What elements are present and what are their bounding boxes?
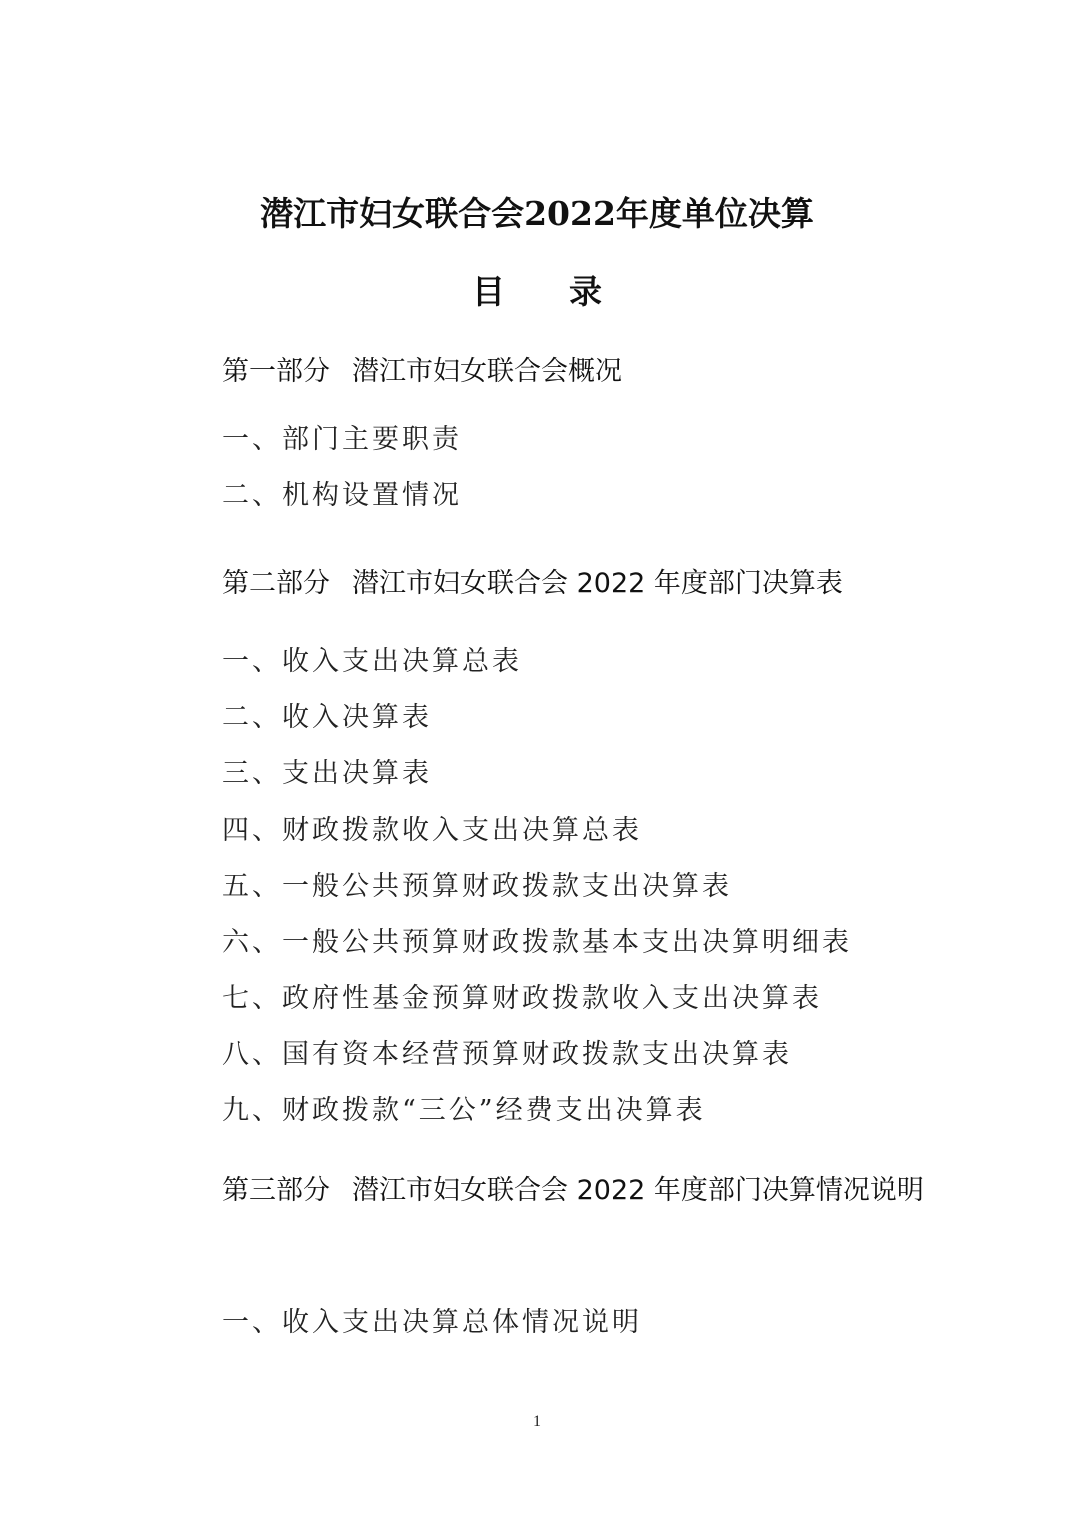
part-number: 第一部分 [222,356,330,387]
toc-item: 四、财政拨款收入支出决算总表 [222,815,642,846]
part-title: 潜江市妇女联合会 2022 年度部门决算表 [352,568,843,599]
toc-item: 二、收入决算表 [222,702,432,733]
page-number: 1 [533,1413,541,1430]
toc-item: 一、收入支出决算总表 [222,646,522,677]
toc-heading-char-1: 目 [472,272,505,311]
part-heading-2 [222,564,843,604]
part-title: 潜江市妇女联合会概况 [352,356,622,387]
toc-item: 七、政府性基金预算财政拨款收入支出决算表 [222,983,822,1014]
toc-item: 五、一般公共预算财政拨款支出决算表 [222,871,732,902]
part-number: 第三部分 [222,1175,330,1206]
part-number: 第二部分 [222,568,330,599]
toc-item: 二、机构设置情况 [222,480,462,511]
toc-item: 一、部门主要职责 [222,424,462,455]
toc-heading [0,270,1074,314]
toc-item: 一、收入支出决算总体情况说明 [222,1307,642,1338]
toc-item: 九、财政拨款“三公”经费支出决算表 [222,1095,706,1126]
toc-heading-char-2: 录 [569,272,602,311]
part-heading-3 [164,1163,924,1219]
toc-item: 八、国有资本经营预算财政拨款支出决算表 [222,1039,792,1070]
toc-item: 六、一般公共预算财政拨款基本支出决算明细表 [222,927,852,958]
part-title: 潜江市妇女联合会 2022 年度部门决算情况说明 [352,1175,924,1206]
part-heading-1 [222,352,622,392]
toc-item: 三、支出决算表 [222,758,432,789]
document-title: 潜江市妇女联合会2022年度单位决算 [260,194,814,233]
